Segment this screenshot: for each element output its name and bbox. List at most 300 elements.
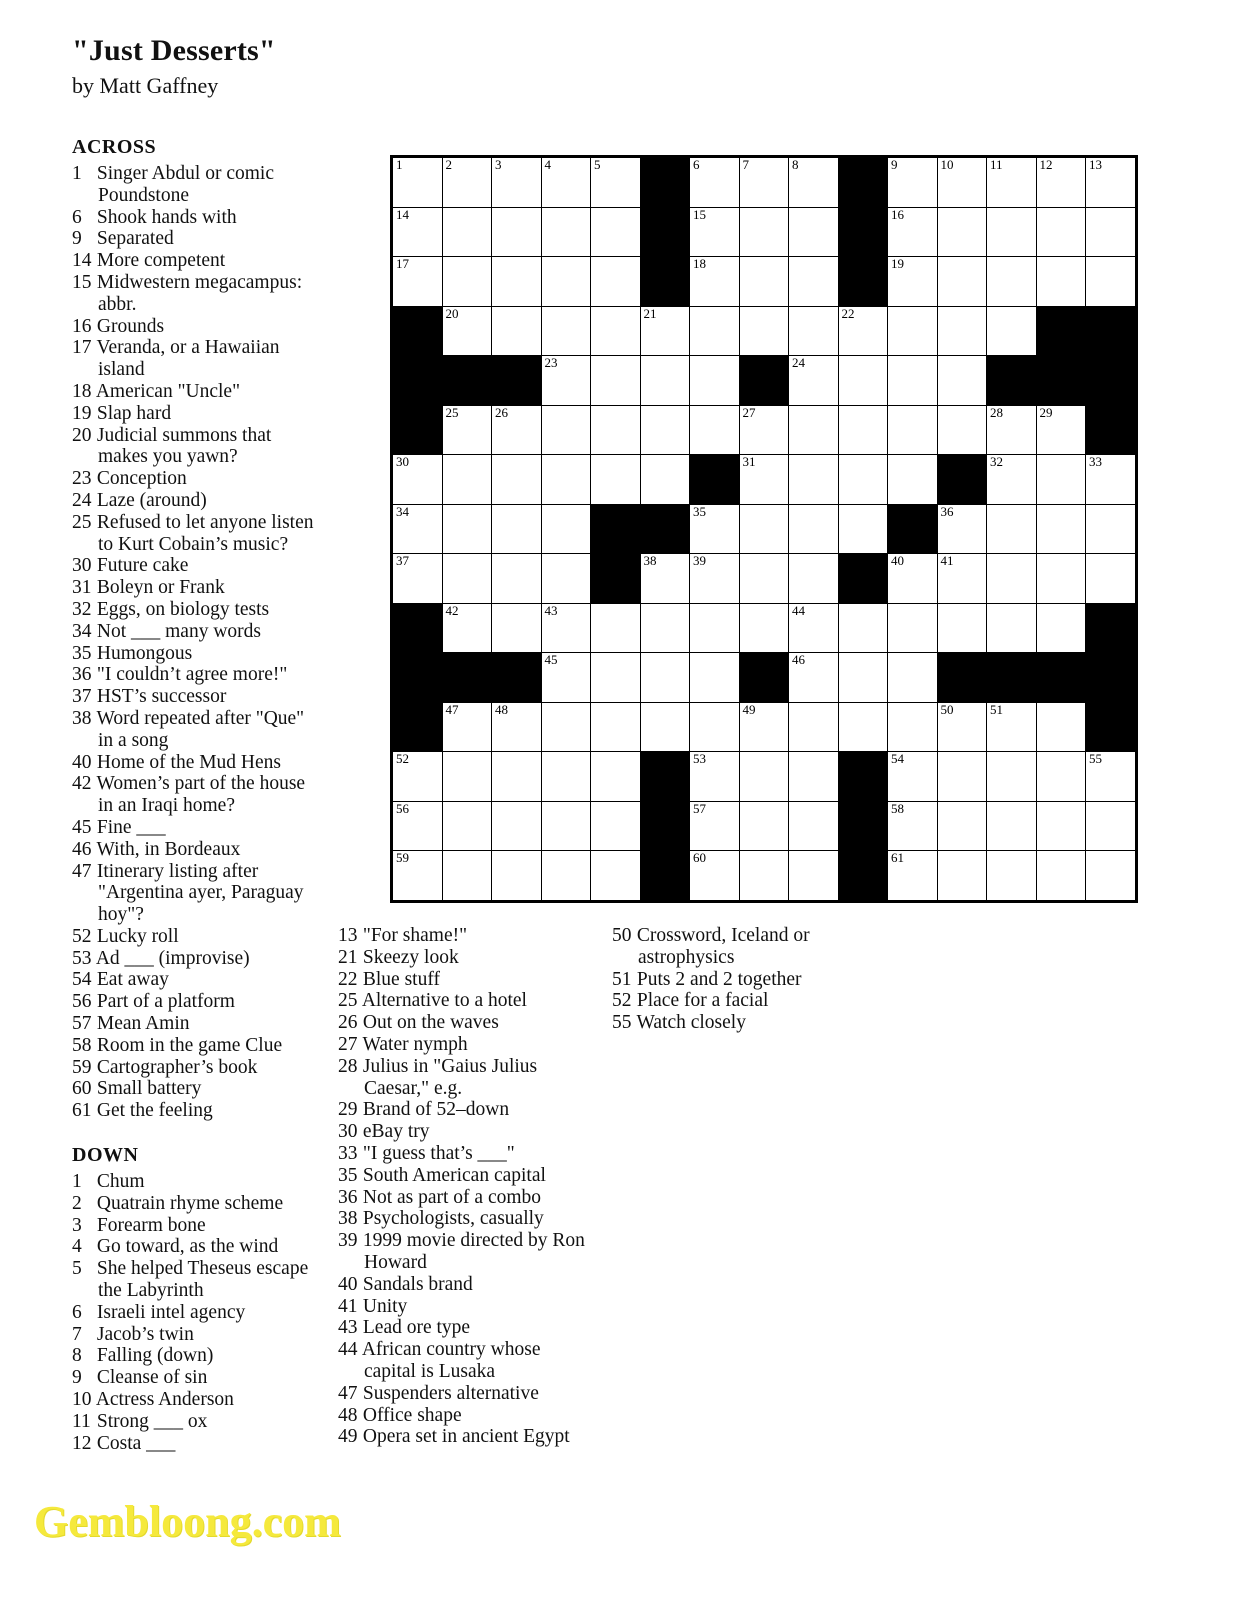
grid-cell[interactable] xyxy=(591,356,641,406)
clue-item[interactable] xyxy=(72,490,324,512)
grid-cell[interactable] xyxy=(789,455,839,505)
grid-cell-number: 44 xyxy=(792,602,805,618)
clue-item[interactable] xyxy=(72,621,324,643)
grid-cell[interactable] xyxy=(690,257,740,307)
clue-text: Conception xyxy=(96,468,187,490)
clue-item[interactable] xyxy=(338,925,590,947)
grid-cell[interactable] xyxy=(393,752,443,802)
clue-item[interactable] xyxy=(72,926,324,948)
clue-item[interactable] xyxy=(72,599,324,621)
grid-cell[interactable] xyxy=(690,752,740,802)
clue-item[interactable] xyxy=(72,664,324,686)
grid-cell[interactable] xyxy=(640,554,690,604)
grid-cell[interactable] xyxy=(1036,158,1086,208)
grid-cell[interactable] xyxy=(541,603,591,653)
grid-cell[interactable] xyxy=(888,752,938,802)
grid-cell[interactable] xyxy=(789,702,839,752)
grid-cell[interactable] xyxy=(640,455,690,505)
grid-cell[interactable] xyxy=(690,653,740,703)
grid-cell[interactable] xyxy=(690,356,740,406)
grid-cell[interactable] xyxy=(393,554,443,604)
grid-cell[interactable] xyxy=(937,306,987,356)
clue-item[interactable] xyxy=(72,752,324,774)
grid-cell[interactable] xyxy=(987,405,1037,455)
clue-number: 11 xyxy=(72,1410,91,1432)
grid-cell[interactable] xyxy=(541,455,591,505)
grid-cell[interactable] xyxy=(591,702,641,752)
grid-cell[interactable] xyxy=(591,653,641,703)
grid-cell[interactable] xyxy=(541,356,591,406)
clue-item[interactable] xyxy=(72,250,324,272)
grid-cell[interactable] xyxy=(937,405,987,455)
clue-item[interactable] xyxy=(72,337,324,381)
clue-item[interactable] xyxy=(72,1171,324,1193)
clue-item[interactable] xyxy=(72,1389,324,1411)
clue-item[interactable] xyxy=(72,1433,324,1455)
clue-item[interactable] xyxy=(338,1317,590,1339)
grid-cell[interactable] xyxy=(591,405,641,455)
clue-text: HST’s successor xyxy=(96,686,227,708)
clue-item[interactable] xyxy=(72,1367,324,1389)
clue-item[interactable] xyxy=(338,1056,590,1100)
grid-cell[interactable] xyxy=(937,554,987,604)
grid-cell[interactable] xyxy=(1036,504,1086,554)
clue-item[interactable] xyxy=(72,577,324,599)
grid-cell[interactable] xyxy=(492,504,542,554)
grid-cell[interactable] xyxy=(1086,504,1136,554)
clue-item[interactable] xyxy=(338,1405,590,1427)
grid-cell[interactable] xyxy=(987,306,1037,356)
grid-cell[interactable] xyxy=(442,455,492,505)
grid-cell[interactable] xyxy=(888,702,938,752)
grid-cell[interactable] xyxy=(393,207,443,257)
clue-item[interactable] xyxy=(72,773,324,817)
grid-cell[interactable] xyxy=(739,207,789,257)
grid-cell[interactable] xyxy=(690,504,740,554)
grid-cell[interactable] xyxy=(442,504,492,554)
grid-cell[interactable] xyxy=(789,257,839,307)
clue-number: 25 xyxy=(338,990,358,1012)
clue-number: 38 xyxy=(72,707,92,729)
clue-item[interactable] xyxy=(72,207,324,229)
grid-cell[interactable] xyxy=(1036,554,1086,604)
clue-item[interactable] xyxy=(612,990,857,1012)
grid-cell[interactable] xyxy=(987,504,1037,554)
grid-cell[interactable] xyxy=(591,257,641,307)
grid-cell[interactable] xyxy=(937,257,987,307)
grid-cell[interactable] xyxy=(1086,801,1136,851)
grid-cell[interactable] xyxy=(937,207,987,257)
clue-item[interactable] xyxy=(72,1411,324,1433)
clue-item[interactable] xyxy=(72,1302,324,1324)
grid-cell[interactable] xyxy=(739,504,789,554)
clue-item[interactable] xyxy=(72,228,324,250)
grid-cell-number: 13 xyxy=(1089,157,1102,172)
clue-number: 30 xyxy=(338,1121,358,1143)
clue-item[interactable] xyxy=(338,1012,590,1034)
clue-item[interactable] xyxy=(72,381,324,403)
grid-cell[interactable] xyxy=(739,455,789,505)
grid-cell[interactable] xyxy=(492,801,542,851)
grid-cell[interactable] xyxy=(442,851,492,901)
clue-item[interactable] xyxy=(72,1345,324,1367)
grid-cell[interactable] xyxy=(640,702,690,752)
grid-cell[interactable] xyxy=(739,603,789,653)
clue-item[interactable] xyxy=(72,1324,324,1346)
clue-number: 40 xyxy=(72,751,92,773)
grid-cell[interactable] xyxy=(739,702,789,752)
clue-text: Women’s part of the house in an Iraqi home? xyxy=(96,773,306,817)
clue-item[interactable] xyxy=(72,948,324,970)
grid-cell[interactable] xyxy=(789,801,839,851)
grid-cell[interactable] xyxy=(888,405,938,455)
grid-cell[interactable] xyxy=(591,455,641,505)
grid-cell[interactable] xyxy=(591,752,641,802)
grid-cell[interactable] xyxy=(393,455,443,505)
clue-number: 50 xyxy=(612,925,632,946)
clue-number: 44 xyxy=(338,1339,358,1361)
grid-cell[interactable] xyxy=(442,306,492,356)
grid-cell[interactable] xyxy=(888,603,938,653)
clue-text: Quatrain rhyme scheme xyxy=(96,1192,284,1214)
grid-cell[interactable] xyxy=(838,405,888,455)
clue-number: 22 xyxy=(338,968,358,990)
grid-cell[interactable] xyxy=(888,851,938,901)
grid-cell[interactable] xyxy=(1036,702,1086,752)
clue-number: 35 xyxy=(72,642,92,664)
crossword-grid[interactable] xyxy=(392,157,1136,901)
grid-block-cell xyxy=(492,653,542,703)
clue-text: Unity xyxy=(362,1295,408,1317)
grid-cell[interactable] xyxy=(888,158,938,208)
clue-item[interactable] xyxy=(72,1035,324,1057)
grid-cell[interactable] xyxy=(442,257,492,307)
grid-cell[interactable] xyxy=(541,207,591,257)
clue-item[interactable] xyxy=(72,316,324,338)
grid-cell[interactable] xyxy=(789,851,839,901)
clue-item[interactable] xyxy=(612,969,857,991)
clue-number: 6 xyxy=(72,1301,82,1323)
grid-cell[interactable] xyxy=(442,801,492,851)
clue-text: Opera set in ancient Egypt xyxy=(362,1426,570,1448)
grid-block-cell xyxy=(838,257,888,307)
clue-item[interactable] xyxy=(72,861,324,926)
grid-cell[interactable] xyxy=(591,158,641,208)
grid-cell[interactable] xyxy=(739,851,789,901)
clue-item[interactable] xyxy=(72,1215,324,1237)
clue-number: 30 xyxy=(72,555,92,577)
clue-item[interactable] xyxy=(72,163,324,207)
grid-cell[interactable] xyxy=(690,702,740,752)
grid-cell[interactable] xyxy=(442,405,492,455)
grid-cell[interactable] xyxy=(1036,405,1086,455)
clue-text: "For shame!" xyxy=(362,925,468,946)
grid-cell[interactable] xyxy=(789,207,839,257)
grid-cell[interactable] xyxy=(541,702,591,752)
grid-cell[interactable] xyxy=(690,405,740,455)
clue-item[interactable] xyxy=(72,839,324,861)
grid-cell[interactable] xyxy=(1086,158,1136,208)
grid-cell[interactable] xyxy=(789,306,839,356)
grid-cell[interactable] xyxy=(393,801,443,851)
down-clue-list-part3 xyxy=(612,925,857,1034)
grid-cell[interactable] xyxy=(987,455,1037,505)
clue-text: More competent xyxy=(96,250,226,272)
grid-cell-number: 14 xyxy=(396,206,409,222)
clue-text: Eggs, on biology tests xyxy=(96,598,270,620)
clue-item[interactable] xyxy=(338,1165,590,1187)
grid-cell[interactable] xyxy=(987,158,1037,208)
grid-cell[interactable] xyxy=(492,257,542,307)
grid-cell[interactable] xyxy=(838,702,888,752)
clue-item[interactable] xyxy=(72,969,324,991)
clue-item[interactable] xyxy=(72,1193,324,1215)
grid-cell[interactable] xyxy=(492,752,542,802)
grid-cell[interactable] xyxy=(1086,207,1136,257)
grid-cell[interactable] xyxy=(838,306,888,356)
grid-cell[interactable] xyxy=(541,158,591,208)
clue-item[interactable] xyxy=(72,643,324,665)
grid-cell[interactable] xyxy=(987,752,1037,802)
clue-number: 46 xyxy=(72,838,92,860)
clue-item[interactable] xyxy=(72,1057,324,1079)
clue-item[interactable] xyxy=(72,686,324,708)
clue-item[interactable] xyxy=(338,990,590,1012)
grid-cell[interactable] xyxy=(442,702,492,752)
clue-number: 34 xyxy=(72,620,92,642)
clue-item[interactable] xyxy=(72,1258,324,1302)
grid-cell[interactable] xyxy=(888,306,938,356)
clue-number: 55 xyxy=(612,1012,632,1034)
grid-cell[interactable] xyxy=(591,851,641,901)
grid-cell[interactable] xyxy=(541,554,591,604)
grid-cell[interactable] xyxy=(442,554,492,604)
grid-cell[interactable] xyxy=(442,158,492,208)
grid-cell[interactable] xyxy=(739,158,789,208)
grid-block-cell xyxy=(937,455,987,505)
grid-cell[interactable] xyxy=(937,752,987,802)
grid-cell[interactable] xyxy=(987,257,1037,307)
clue-item[interactable] xyxy=(338,969,590,991)
grid-cell[interactable] xyxy=(987,702,1037,752)
grid-block-cell xyxy=(640,851,690,901)
clue-item[interactable] xyxy=(338,1121,590,1143)
grid-cell[interactable] xyxy=(492,405,542,455)
grid-cell[interactable] xyxy=(937,702,987,752)
clue-item[interactable] xyxy=(338,947,590,969)
grid-cell[interactable] xyxy=(1036,851,1086,901)
grid-cell[interactable] xyxy=(888,455,938,505)
grid-cell[interactable] xyxy=(789,653,839,703)
clue-item[interactable] xyxy=(338,1383,590,1405)
grid-cell[interactable] xyxy=(640,405,690,455)
grid-cell[interactable] xyxy=(838,653,888,703)
grid-cell[interactable] xyxy=(739,257,789,307)
clue-item[interactable] xyxy=(72,403,324,425)
grid-cell[interactable] xyxy=(789,554,839,604)
grid-cell[interactable] xyxy=(987,207,1037,257)
clue-item[interactable] xyxy=(72,708,324,752)
grid-cell[interactable] xyxy=(789,603,839,653)
grid-cell[interactable] xyxy=(1036,207,1086,257)
grid-cell[interactable] xyxy=(690,851,740,901)
grid-cell[interactable] xyxy=(591,207,641,257)
grid-cell[interactable] xyxy=(888,207,938,257)
grid-cell[interactable] xyxy=(492,306,542,356)
clue-item[interactable] xyxy=(72,512,324,556)
clue-item[interactable] xyxy=(72,555,324,577)
grid-cell[interactable] xyxy=(1086,257,1136,307)
grid-cell[interactable] xyxy=(1036,801,1086,851)
grid-cell[interactable] xyxy=(937,158,987,208)
grid-cell[interactable] xyxy=(492,207,542,257)
grid-cell[interactable] xyxy=(393,257,443,307)
clue-item[interactable] xyxy=(338,1099,590,1121)
clue-item[interactable] xyxy=(72,991,324,1013)
grid-cell[interactable] xyxy=(1086,752,1136,802)
grid-cell[interactable] xyxy=(640,603,690,653)
grid-cell[interactable] xyxy=(492,851,542,901)
grid-cell[interactable] xyxy=(393,158,443,208)
grid-cell[interactable] xyxy=(838,603,888,653)
grid-cell[interactable] xyxy=(541,504,591,554)
grid-cell[interactable] xyxy=(690,158,740,208)
clue-number: 31 xyxy=(72,577,92,599)
clue-item[interactable] xyxy=(338,1274,590,1296)
grid-cell-number: 16 xyxy=(891,206,904,222)
clue-item[interactable] xyxy=(338,1426,590,1448)
grid-cell[interactable] xyxy=(987,554,1037,604)
clue-item[interactable] xyxy=(72,1100,324,1122)
grid-cell[interactable] xyxy=(739,752,789,802)
clue-item[interactable] xyxy=(612,925,857,969)
grid-cell[interactable] xyxy=(442,603,492,653)
grid-cell[interactable] xyxy=(987,851,1037,901)
clue-item[interactable] xyxy=(338,1187,590,1209)
grid-cell[interactable] xyxy=(640,653,690,703)
grid-cell-number: 46 xyxy=(792,652,805,667)
grid-cell[interactable] xyxy=(937,504,987,554)
clue-item[interactable] xyxy=(338,1230,590,1274)
grid-cell[interactable] xyxy=(739,405,789,455)
grid-cell-number: 59 xyxy=(396,850,409,865)
clue-number: 60 xyxy=(72,1078,92,1100)
grid-cell[interactable] xyxy=(739,554,789,604)
grid-cell[interactable] xyxy=(492,603,542,653)
grid-cell[interactable] xyxy=(690,801,740,851)
grid-cell[interactable] xyxy=(492,158,542,208)
grid-cell[interactable] xyxy=(541,851,591,901)
grid-cell[interactable] xyxy=(789,158,839,208)
clue-text: Watch closely xyxy=(636,1012,746,1034)
grid-cell[interactable] xyxy=(541,653,591,703)
clue-item[interactable] xyxy=(338,1296,590,1318)
grid-cell[interactable] xyxy=(442,207,492,257)
grid-cell-number: 58 xyxy=(891,800,904,816)
grid-cell[interactable] xyxy=(541,801,591,851)
clue-number: 27 xyxy=(338,1033,358,1055)
clue-item[interactable] xyxy=(612,1012,857,1034)
grid-cell[interactable] xyxy=(1036,752,1086,802)
grid-cell[interactable] xyxy=(492,455,542,505)
grid-cell-number: 52 xyxy=(396,751,409,766)
grid-cell[interactable] xyxy=(739,801,789,851)
grid-cell[interactable] xyxy=(492,554,542,604)
grid-cell[interactable] xyxy=(1036,603,1086,653)
grid-cell[interactable] xyxy=(1086,851,1136,901)
grid-cell[interactable] xyxy=(690,603,740,653)
clue-number: 59 xyxy=(72,1056,92,1078)
grid-cell[interactable] xyxy=(838,504,888,554)
clue-item[interactable] xyxy=(338,1208,590,1230)
grid-cell[interactable] xyxy=(987,603,1037,653)
grid-cell[interactable] xyxy=(937,603,987,653)
clue-item[interactable] xyxy=(72,817,324,839)
grid-cell[interactable] xyxy=(442,752,492,802)
grid-cell[interactable] xyxy=(789,405,839,455)
grid-cell[interactable] xyxy=(541,257,591,307)
grid-cell[interactable] xyxy=(492,702,542,752)
grid-cell-number: 47 xyxy=(445,701,459,717)
grid-cell[interactable] xyxy=(838,455,888,505)
grid-cell[interactable] xyxy=(987,801,1037,851)
grid-cell[interactable] xyxy=(393,504,443,554)
grid-cell[interactable] xyxy=(937,356,987,406)
grid-cell[interactable] xyxy=(1086,554,1136,604)
grid-cell[interactable] xyxy=(937,801,987,851)
grid-cell[interactable] xyxy=(541,306,591,356)
grid-cell[interactable] xyxy=(888,801,938,851)
grid-cell[interactable] xyxy=(541,405,591,455)
grid-cell[interactable] xyxy=(1036,455,1086,505)
clue-item[interactable] xyxy=(72,272,324,316)
grid-cell[interactable] xyxy=(541,752,591,802)
clue-item[interactable] xyxy=(72,1013,324,1035)
grid-cell[interactable] xyxy=(789,752,839,802)
grid-cell[interactable] xyxy=(393,851,443,901)
clue-item[interactable] xyxy=(338,1339,590,1383)
grid-cell[interactable] xyxy=(591,603,641,653)
clue-text: Room in the game Clue xyxy=(96,1034,283,1056)
clue-item[interactable] xyxy=(72,1078,324,1100)
down-clue-list-part1 xyxy=(72,1171,324,1454)
grid-cell[interactable] xyxy=(690,207,740,257)
grid-cell[interactable] xyxy=(838,356,888,406)
grid-cell[interactable] xyxy=(591,306,641,356)
grid-cell[interactable] xyxy=(640,356,690,406)
grid-cell[interactable] xyxy=(888,653,938,703)
grid-cell[interactable] xyxy=(1036,257,1086,307)
grid-cell[interactable] xyxy=(888,356,938,406)
grid-cell[interactable] xyxy=(937,851,987,901)
grid-cell[interactable] xyxy=(739,306,789,356)
clue-item[interactable] xyxy=(338,1034,590,1056)
grid-cell[interactable] xyxy=(690,306,740,356)
grid-cell[interactable] xyxy=(888,257,938,307)
grid-cell[interactable] xyxy=(591,801,641,851)
grid-cell[interactable] xyxy=(690,554,740,604)
clue-item[interactable] xyxy=(338,1143,590,1165)
grid-cell[interactable] xyxy=(789,356,839,406)
clue-item[interactable] xyxy=(72,1236,324,1258)
clue-item[interactable] xyxy=(72,425,324,469)
grid-cell[interactable] xyxy=(789,504,839,554)
grid-block-cell xyxy=(888,504,938,554)
grid-cell[interactable] xyxy=(888,554,938,604)
grid-cell[interactable] xyxy=(640,306,690,356)
grid-cell[interactable] xyxy=(1086,455,1136,505)
clue-item[interactable] xyxy=(72,468,324,490)
